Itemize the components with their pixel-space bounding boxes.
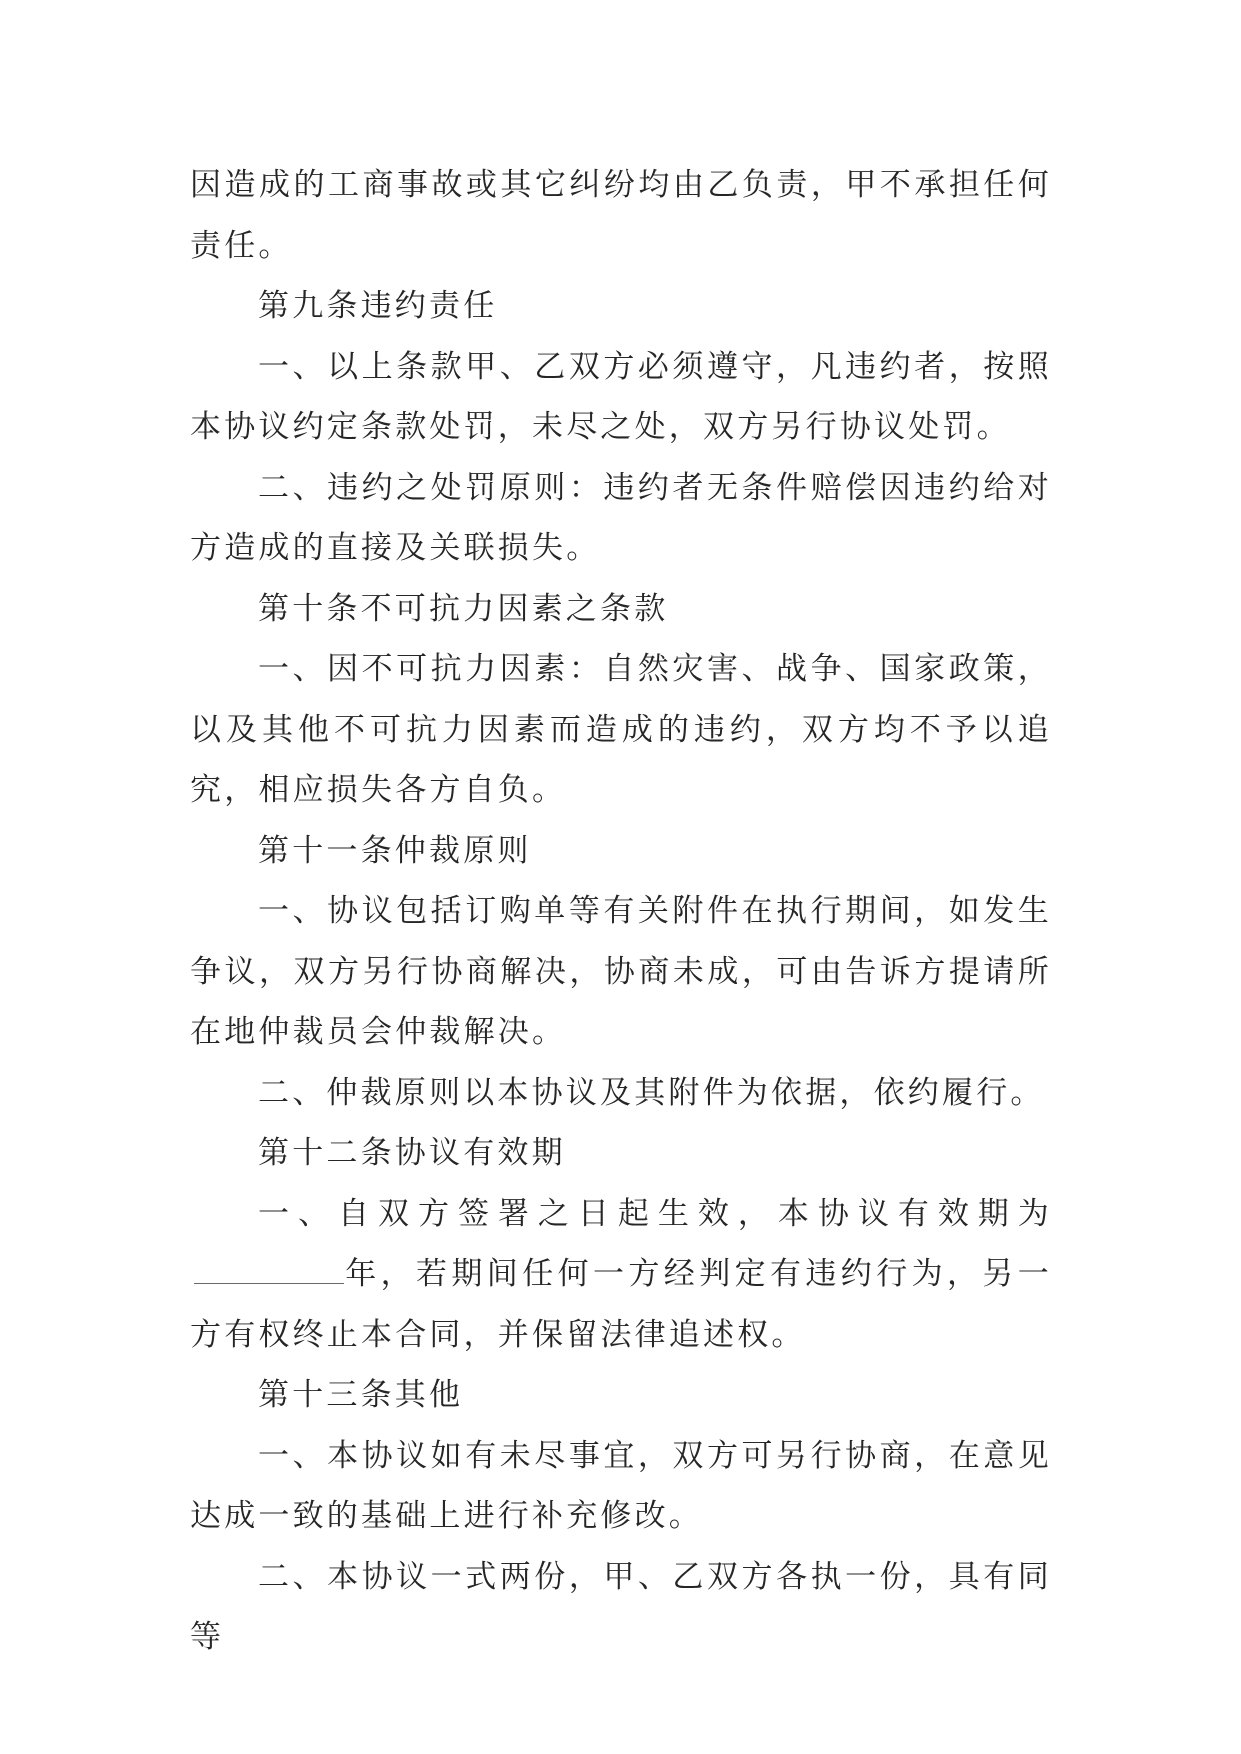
article-11-title: 第十一条仲裁原则 — [258, 832, 532, 869]
article-13-clause-1: 一、本协议如有未尽事宜，双方可另行协商，在意见达成一致的基础上进行补充修改。 — [190, 1437, 1052, 1534]
validity-years-blank — [194, 1253, 344, 1284]
article-13-title: 第十三条其他 — [258, 1377, 464, 1413]
article-9-title: 第九条违约责任 — [258, 288, 498, 324]
article-9-clause-2: 二、违约之处罚原则：违约者无条件赔偿因违约给对方造成的直接及关联损失。 — [190, 469, 1052, 566]
article-12-clause-1 — [190, 1184, 1052, 1366]
article-12-title: 第十二条协议有效期 — [258, 1135, 566, 1171]
document-body — [190, 155, 1052, 1668]
paragraph-continuation: 因造成的工商事故或其它纠纷均由乙负责，甲不承担任何责任。 — [190, 167, 1052, 264]
article-12-clause-1-lead: 一、自双方签署之日起生效，本协议有效期为 — [258, 1195, 1052, 1232]
article-10-clause-1: 一、因不可抗力因素：自然灾害、战争、国家政策，以及其他不可抗力因素而造成的违约，双方均不予以追究，相应损失各方自负。 — [190, 651, 1052, 808]
article-13-clause-2: 二、本协议一式两份，甲、乙双方各执一份，具有同等 — [190, 1558, 1052, 1655]
article-12-clause-1-tail: 年，若期间任何一方经判定有违约行为，另一方有权终止本合同，并保留法律追述权。 — [190, 1256, 1052, 1353]
article-9-clause-1: 一、以上条款甲、乙双方必须遵守，凡违约者，按照本协议约定条款处罚，未尽之处，双方另行协议处罚。 — [190, 348, 1052, 445]
article-11-clause-2: 二、仲裁原则以本协议及其附件为依据，依约履行。 — [258, 1074, 1045, 1111]
article-11-clause-1: 一、协议包括订购单等有关附件在执行期间，如发生争议，双方另行协商解决，协商未成，可由告诉方提请所在地仲裁员会仲裁解决。 — [190, 893, 1052, 1050]
article-10-title: 第十条不可抗力因素之条款 — [258, 590, 669, 627]
